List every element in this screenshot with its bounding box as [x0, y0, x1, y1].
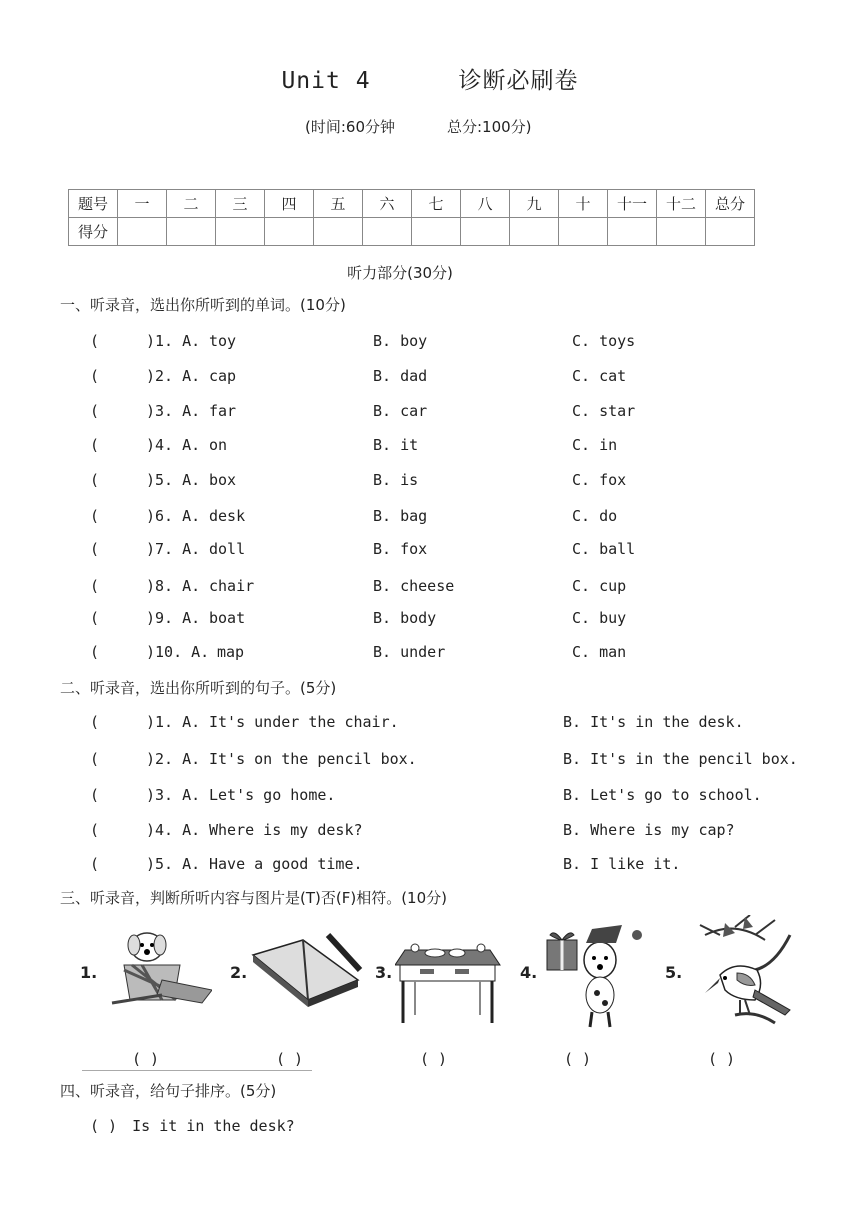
option-a: cap: [209, 367, 237, 385]
answer-paren[interactable]: (: [90, 855, 100, 873]
score-input-cell[interactable]: [265, 218, 314, 246]
divider-line: [82, 1070, 312, 1071]
score-table-cell: 一: [118, 190, 167, 218]
question-number: )2. A.: [146, 367, 201, 385]
score-input-cell[interactable]: [559, 218, 608, 246]
option-a: toy: [209, 332, 237, 350]
score-input-cell[interactable]: [657, 218, 706, 246]
score-input-cell[interactable]: [510, 218, 559, 246]
option-b: B. fox: [373, 540, 428, 558]
score-input-cell[interactable]: [118, 218, 167, 246]
question-number: )1. A.: [146, 713, 201, 731]
answer-paren[interactable]: (: [90, 436, 100, 454]
answer-paren[interactable]: (: [90, 332, 100, 350]
option-a: doll: [209, 540, 246, 558]
option-c: C. ball: [572, 540, 636, 558]
question-number: )3. A.: [146, 786, 201, 804]
option-c: C. toys: [572, 332, 636, 350]
section1-heading: 一、听录音，选出你所听到的单词。(10分): [60, 296, 346, 314]
dog-with-gift-icon: [542, 915, 652, 1030]
answer-paren[interactable]: (: [90, 507, 100, 525]
picture-label: 2.: [230, 963, 248, 982]
picture-5: [665, 915, 800, 1035]
score-table-cell: 题号: [69, 190, 118, 218]
question-number: )1. A.: [146, 332, 201, 350]
answer-paren[interactable]: (: [90, 540, 100, 558]
score-table-cell: 八: [461, 190, 510, 218]
score-table-score-row: [69, 218, 755, 246]
score-table-header-row: [69, 190, 755, 218]
answer-paren[interactable]: (: [90, 786, 100, 804]
order-sentence: Is it in the desk?: [132, 1117, 295, 1135]
score-input-cell[interactable]: [363, 218, 412, 246]
question-number: )6. A.: [146, 507, 201, 525]
option-a: It's under the chair.: [209, 713, 399, 731]
score-table-cell: 三: [216, 190, 265, 218]
option-b: B. It's in the desk.: [563, 713, 744, 731]
option-b: B. dad: [373, 367, 428, 385]
answer-paren[interactable]: (: [90, 643, 100, 661]
score-table: [68, 189, 755, 246]
question-number: )3. A.: [146, 402, 201, 420]
option-a: box: [209, 471, 237, 489]
score-table-cell: 十: [559, 190, 608, 218]
answer-paren[interactable]: (: [90, 367, 100, 385]
option-c: C. cup: [572, 577, 627, 595]
option-b: B. I like it.: [563, 855, 681, 873]
answer-paren[interactable]: (: [90, 471, 100, 489]
option-c: C. fox: [572, 471, 627, 489]
option-b: B. bag: [373, 507, 428, 525]
option-c: C. in: [572, 436, 618, 454]
option-c: C. star: [572, 402, 636, 420]
option-b: B. Let's go to school.: [563, 786, 762, 804]
question-number: )2. A.: [146, 750, 201, 768]
picture-4: [520, 915, 660, 1035]
answer-paren[interactable]: (: [90, 402, 100, 420]
score-table-cell: 七: [412, 190, 461, 218]
answer-paren[interactable]: (: [90, 609, 100, 627]
option-b: B. under: [373, 643, 446, 661]
picture-2: [230, 915, 370, 1035]
section3-heading: 三、听录音，判断所听内容与图片是(T)否(F)相符。(10分): [60, 889, 447, 907]
answer-paren[interactable]: (: [90, 750, 100, 768]
score-input-cell[interactable]: [216, 218, 265, 246]
option-a: on: [209, 436, 228, 454]
score-input-cell[interactable]: [461, 218, 510, 246]
score-table-cell: 九: [510, 190, 559, 218]
option-c: C. cat: [572, 367, 627, 385]
tf-answer-blank[interactable]: ( ): [420, 1050, 448, 1068]
question-number: )8. A.: [146, 577, 201, 595]
option-c: C. man: [572, 643, 627, 661]
unit-label: Unit 4: [281, 68, 371, 94]
picture-label: 4.: [520, 963, 538, 982]
picture-row: [80, 915, 800, 1035]
question-number: )4. A.: [146, 821, 201, 839]
question-number: )5. A.: [146, 471, 201, 489]
option-b: B. it: [373, 436, 419, 454]
exam-total-score: 总分:100分): [447, 118, 532, 136]
score-input-cell[interactable]: [412, 218, 461, 246]
question-number: )10. A.: [146, 643, 210, 661]
answer-paren[interactable]: (: [90, 577, 100, 595]
option-c: C. do: [572, 507, 618, 525]
score-table-cell: 十二: [657, 190, 706, 218]
order-item: [90, 1117, 295, 1135]
dog-in-box-icon: [102, 915, 212, 1025]
option-b: B. car: [373, 402, 428, 420]
section4-heading: 四、听录音，给句子排序。(5分): [60, 1082, 277, 1100]
option-a: chair: [209, 577, 255, 595]
desk-icon: [395, 915, 505, 1025]
picture-label: 1.: [80, 963, 98, 982]
question-number: )9. A.: [146, 609, 201, 627]
option-b: B. It's in the pencil box.: [563, 750, 798, 768]
option-a: map: [217, 643, 245, 661]
score-table-cell: 十一: [608, 190, 657, 218]
tf-answer-blank[interactable]: ( ): [708, 1050, 736, 1068]
question-number: )4. A.: [146, 436, 201, 454]
paper-title: 诊断必刷卷: [458, 68, 579, 94]
picture-label: 5.: [665, 963, 683, 982]
bird-in-tree-icon: [695, 915, 800, 1027]
score-table-row-label: 得分: [69, 218, 118, 246]
section2-heading: 二、听录音，选出你所听到的句子。(5分): [60, 679, 337, 697]
option-a: boat: [209, 609, 246, 627]
option-b: B. boy: [373, 332, 428, 350]
option-a: Where is my desk?: [209, 821, 363, 839]
score-table-cell: 六: [363, 190, 412, 218]
score-table-cell: 四: [265, 190, 314, 218]
answer-paren[interactable]: (: [90, 713, 100, 731]
picture-label: 3.: [375, 963, 393, 982]
option-a: far: [209, 402, 237, 420]
exam-info: [305, 116, 532, 137]
order-blank[interactable]: ( ): [90, 1117, 118, 1135]
option-a: It's on the pencil box.: [209, 750, 417, 768]
score-input-cell[interactable]: [608, 218, 657, 246]
option-a: Have a good time.: [209, 855, 363, 873]
book-and-pencil-icon: [248, 915, 363, 1025]
option-b: B. is: [373, 471, 419, 489]
page-title: [0, 62, 860, 95]
picture-3: [375, 915, 515, 1035]
question-number: )7. A.: [146, 540, 201, 558]
score-input-cell[interactable]: [706, 218, 755, 246]
answer-paren[interactable]: (: [90, 821, 100, 839]
question-number: )5. A.: [146, 855, 201, 873]
tf-answer-blank[interactable]: ( ): [276, 1050, 304, 1068]
tf-answer-blank[interactable]: ( ): [132, 1050, 160, 1068]
option-a: Let's go home.: [209, 786, 336, 804]
listening-part-title: 听力部分(30分): [347, 264, 453, 282]
score-table-cell: 二: [167, 190, 216, 218]
score-table-cell: 五: [314, 190, 363, 218]
option-c: C. buy: [572, 609, 627, 627]
option-b: B. cheese: [373, 577, 455, 595]
score-input-cell[interactable]: [167, 218, 216, 246]
score-input-cell[interactable]: [314, 218, 363, 246]
score-table-cell: 总分: [706, 190, 755, 218]
tf-answer-blank[interactable]: ( ): [564, 1050, 592, 1068]
option-b: B. Where is my cap?: [563, 821, 735, 839]
exam-time: (时间:60分钟: [305, 118, 395, 136]
option-a: desk: [209, 507, 246, 525]
option-b: B. body: [373, 609, 437, 627]
picture-1: [80, 915, 220, 1035]
